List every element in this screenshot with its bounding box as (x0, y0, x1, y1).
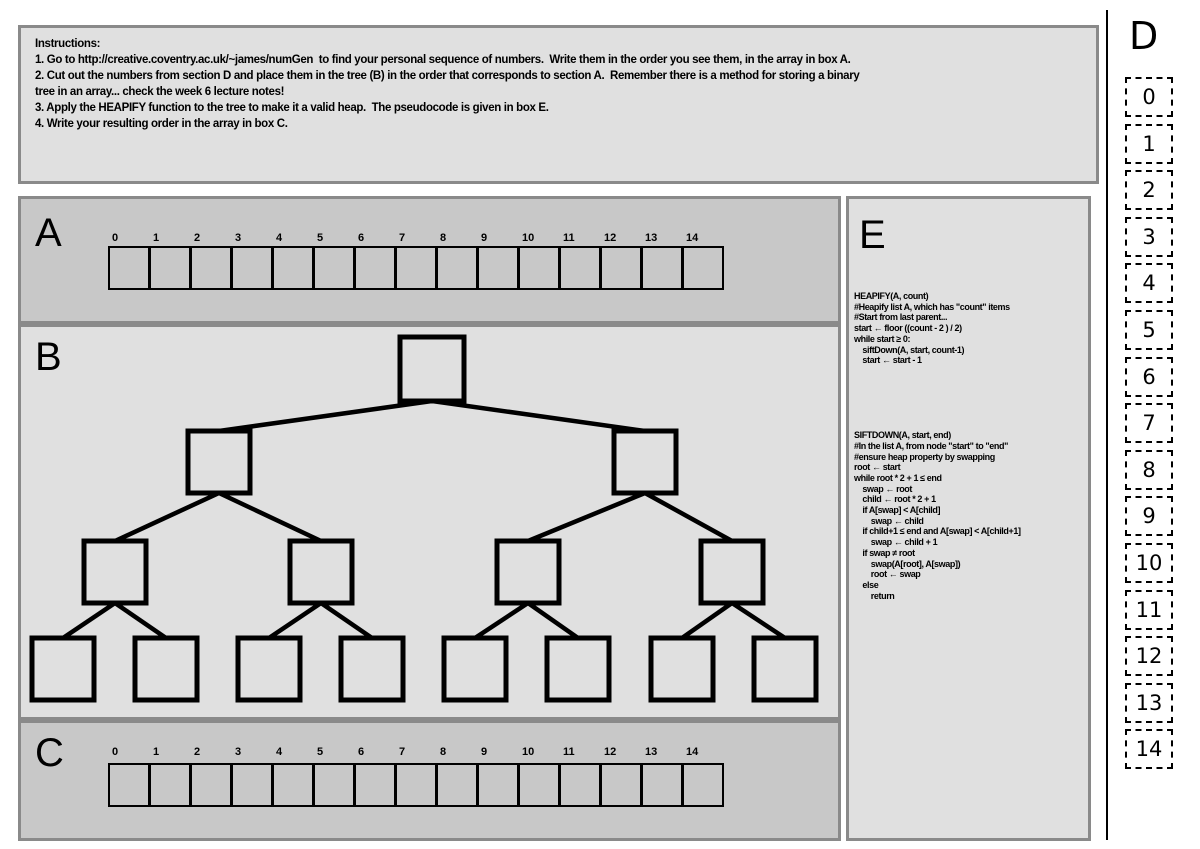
array-c-cell[interactable] (190, 763, 232, 807)
tree-node-box[interactable] (290, 541, 352, 603)
tree-edge (321, 603, 372, 638)
pseudocode-line: root ← swap (854, 569, 921, 580)
array-a-index-label: 10 (522, 232, 535, 244)
array-a-cell[interactable] (436, 246, 478, 290)
array-c-cell[interactable] (477, 763, 519, 807)
tree-edge (645, 493, 732, 541)
instruction-line: 3. Apply the HEAPIFY function to the tree to make it a valid heap. The pseudocode is given in box E. (35, 102, 549, 114)
instructions-heading: Instructions: (35, 38, 101, 50)
pseudocode-line (854, 387, 1089, 398)
array-c-index-label: 7 (399, 746, 406, 758)
pseudocode-line: while start ≥ 0: (854, 333, 911, 344)
array-c-cell[interactable] (354, 763, 396, 807)
array-c-index-label: 5 (317, 746, 324, 758)
number-card[interactable]: 12 (1125, 636, 1173, 676)
array-c-cell[interactable] (149, 763, 191, 807)
tree-node-box[interactable] (32, 638, 94, 700)
tree-node-box[interactable] (614, 431, 676, 493)
box-e-label: E (859, 213, 886, 257)
array-a-cell[interactable] (231, 246, 273, 290)
tree-node-box[interactable] (238, 638, 300, 700)
array-a-cell[interactable] (477, 246, 519, 290)
tree-node-box[interactable] (547, 638, 609, 700)
array-c-index-label: 0 (112, 746, 119, 758)
array-a-index-label: 3 (235, 232, 242, 244)
pseudocode-line: HEAPIFY(A, count) (854, 291, 929, 301)
tree-edge (475, 603, 528, 638)
pseudocode-line: if child+1 ≤ end and A[swap] < A[child+1] (854, 526, 1021, 537)
array-c-index-label: 13 (645, 746, 658, 758)
tree-b-panel (18, 324, 841, 720)
instruction-line: tree in an array... check the week 6 lecture notes! (35, 86, 285, 98)
tree-node-box[interactable] (135, 638, 197, 700)
array-a-index-label: 2 (194, 232, 201, 244)
pseudocode-line: swap ← child + 1 (854, 537, 938, 548)
array-a-cell[interactable] (600, 246, 642, 290)
tree-node-box[interactable] (701, 541, 763, 603)
number-card[interactable]: 13 (1125, 683, 1173, 723)
array-a-index-label: 7 (399, 232, 406, 244)
pseudocode-line: if A[swap] < A[child] (854, 505, 941, 516)
number-card[interactable]: 1 (1125, 124, 1173, 164)
array-c-cell[interactable] (272, 763, 314, 807)
array-a-index-label: 12 (604, 232, 617, 244)
array-a-index-label: 0 (112, 232, 119, 244)
tree-edge (732, 603, 785, 638)
instructions-list (35, 52, 1082, 132)
tree-node-box[interactable] (400, 337, 464, 401)
number-card[interactable]: 11 (1125, 590, 1173, 630)
tree-edge (115, 603, 166, 638)
array-a-cell[interactable] (313, 246, 355, 290)
pseudocode-line: root ← start (854, 462, 901, 473)
tree-edge (219, 493, 321, 541)
tree-node-box[interactable] (341, 638, 403, 700)
tree-node-box[interactable] (444, 638, 506, 700)
array-c-cell[interactable] (436, 763, 478, 807)
pseudocode-line (854, 409, 1089, 420)
array-c-index-label: 9 (481, 746, 488, 758)
array-c-index-label: 2 (194, 746, 201, 758)
array-a-index-label: 13 (645, 232, 658, 244)
array-a-cell[interactable] (354, 246, 396, 290)
tree-edge (432, 401, 645, 431)
array-c-index-label: 3 (235, 746, 242, 758)
pseudocode-line: #ensure heap property by swapping (854, 451, 995, 462)
pseudocode-line: return (854, 590, 895, 601)
number-card[interactable]: 8 (1125, 450, 1173, 490)
pseudocode-line (854, 419, 1089, 430)
array-c-cell[interactable] (395, 763, 437, 807)
instruction-line: 1. Go to http://creative.coventry.ac.uk/~james/numGen to find your personal sequence of numbers. Write them in the order you see them, in the array in box A. (35, 54, 851, 66)
number-card[interactable]: 6 (1125, 357, 1173, 397)
array-c-index-label: 4 (276, 746, 283, 758)
array-a-cell[interactable] (682, 246, 724, 290)
pseudocode-line: #Heapify list A, which has "count" items (854, 301, 1010, 312)
tree-edge (269, 603, 321, 638)
pseudocode-line: start ← start - 1 (854, 355, 922, 366)
box-c-label: C (35, 731, 64, 775)
binary-tree-diagram (21, 327, 838, 717)
array-c-cell[interactable] (600, 763, 642, 807)
pseudocode-line: child ← root * 2 + 1 (854, 494, 936, 505)
array-a-panel (18, 196, 841, 324)
array-c-index-label: 14 (686, 746, 699, 758)
pseudocode-line: swap ← root (854, 483, 913, 494)
array-a-indices (108, 232, 723, 244)
tree-edge (682, 603, 732, 638)
array-c-indices (108, 746, 723, 758)
tree-edge (528, 603, 578, 638)
box-b-label: B (35, 335, 62, 379)
tree-edge (63, 603, 115, 638)
number-card[interactable]: 5 (1125, 310, 1173, 350)
tree-node-box[interactable] (497, 541, 559, 603)
tree-edge (219, 401, 432, 431)
array-c-cell[interactable] (518, 763, 560, 807)
array-a-cell[interactable] (149, 246, 191, 290)
array-c-index-label: 6 (358, 746, 365, 758)
pseudocode-line: #Start from last parent... (854, 312, 948, 323)
pseudocode-line: #In the list A, from node "start" to "end" (854, 440, 1008, 451)
pseudocode-line: start ← floor ((count - 2 ) / 2) (854, 323, 962, 334)
number-card[interactable]: 14 (1125, 729, 1173, 769)
pseudocode-line: while root * 2 + 1 ≤ end (854, 472, 942, 483)
array-a-cell[interactable] (108, 246, 150, 290)
pseudocode-line: siftDown(A, start, count-1) (854, 344, 965, 355)
section-divider (1106, 10, 1108, 840)
array-c-panel (18, 720, 841, 841)
number-card[interactable]: 4 (1125, 263, 1173, 303)
array-a-cell[interactable] (190, 246, 232, 290)
array-c-index-label: 1 (153, 746, 160, 758)
array-a-cell[interactable] (641, 246, 683, 290)
array-a-index-label: 8 (440, 232, 447, 244)
tree-node-box[interactable] (754, 638, 816, 700)
tree-node-box[interactable] (188, 431, 250, 493)
number-card[interactable]: 7 (1125, 403, 1173, 443)
pseudocode-e-panel (846, 196, 1091, 841)
heapify-pseudocode (854, 291, 1089, 601)
array-a-index-label: 9 (481, 232, 488, 244)
array-c-cell[interactable] (559, 763, 601, 807)
instruction-line: 2. Cut out the numbers from section D and place them in the tree (B) in the order that corresponds to section A. Remember there is a method for storing a binary (35, 70, 860, 82)
array-a-cell[interactable] (272, 246, 314, 290)
number-card[interactable]: 2 (1125, 170, 1173, 210)
pseudocode-line: SIFTDOWN(A, start, end) (854, 430, 951, 441)
array-a-cell[interactable] (559, 246, 601, 290)
pseudocode-line: if swap ≠ root (854, 547, 915, 558)
number-card[interactable]: 3 (1125, 217, 1173, 257)
array-c-index-label: 11 (563, 746, 575, 758)
array-a-cell[interactable] (518, 246, 560, 290)
number-card[interactable]: 10 (1125, 543, 1173, 583)
tree-edge (115, 493, 219, 541)
array-c-index-label: 8 (440, 746, 447, 758)
pseudocode-line: else (854, 579, 879, 590)
array-c-cells (108, 763, 724, 807)
array-a-cells (108, 246, 724, 290)
pseudocode-line: swap ← child (854, 515, 924, 526)
array-a-index-label: 1 (153, 232, 160, 244)
array-a-index-label: 5 (317, 232, 324, 244)
array-a-index-label: 14 (686, 232, 699, 244)
array-c-index-label: 12 (604, 746, 617, 758)
array-c-cell[interactable] (231, 763, 273, 807)
array-a-index-label: 4 (276, 232, 283, 244)
array-c-index-label: 10 (522, 746, 535, 758)
pseudocode-line: swap(A[root], A[swap]) (854, 558, 961, 569)
box-d-label: D (1129, 14, 1159, 58)
array-a-index-label: 6 (358, 232, 365, 244)
pseudocode-line (854, 366, 1089, 377)
array-c-cell[interactable] (313, 763, 355, 807)
array-a-index-label: 11 (563, 232, 575, 244)
instruction-line: 4. Write your resulting order in the array in box C. (35, 118, 288, 130)
tree-node-box[interactable] (84, 541, 146, 603)
tree-node-box[interactable] (651, 638, 713, 700)
number-card[interactable]: 9 (1125, 496, 1173, 536)
array-a-cell[interactable] (395, 246, 437, 290)
array-c-cell[interactable] (108, 763, 150, 807)
array-c-cell[interactable] (641, 763, 683, 807)
pseudocode-line (854, 377, 1089, 388)
number-card[interactable]: 0 (1125, 77, 1173, 117)
array-c-cell[interactable] (682, 763, 724, 807)
pseudocode-line (854, 398, 1089, 409)
tree-edge (528, 493, 645, 541)
box-a-label: A (35, 211, 62, 255)
instructions-panel (18, 25, 1099, 184)
